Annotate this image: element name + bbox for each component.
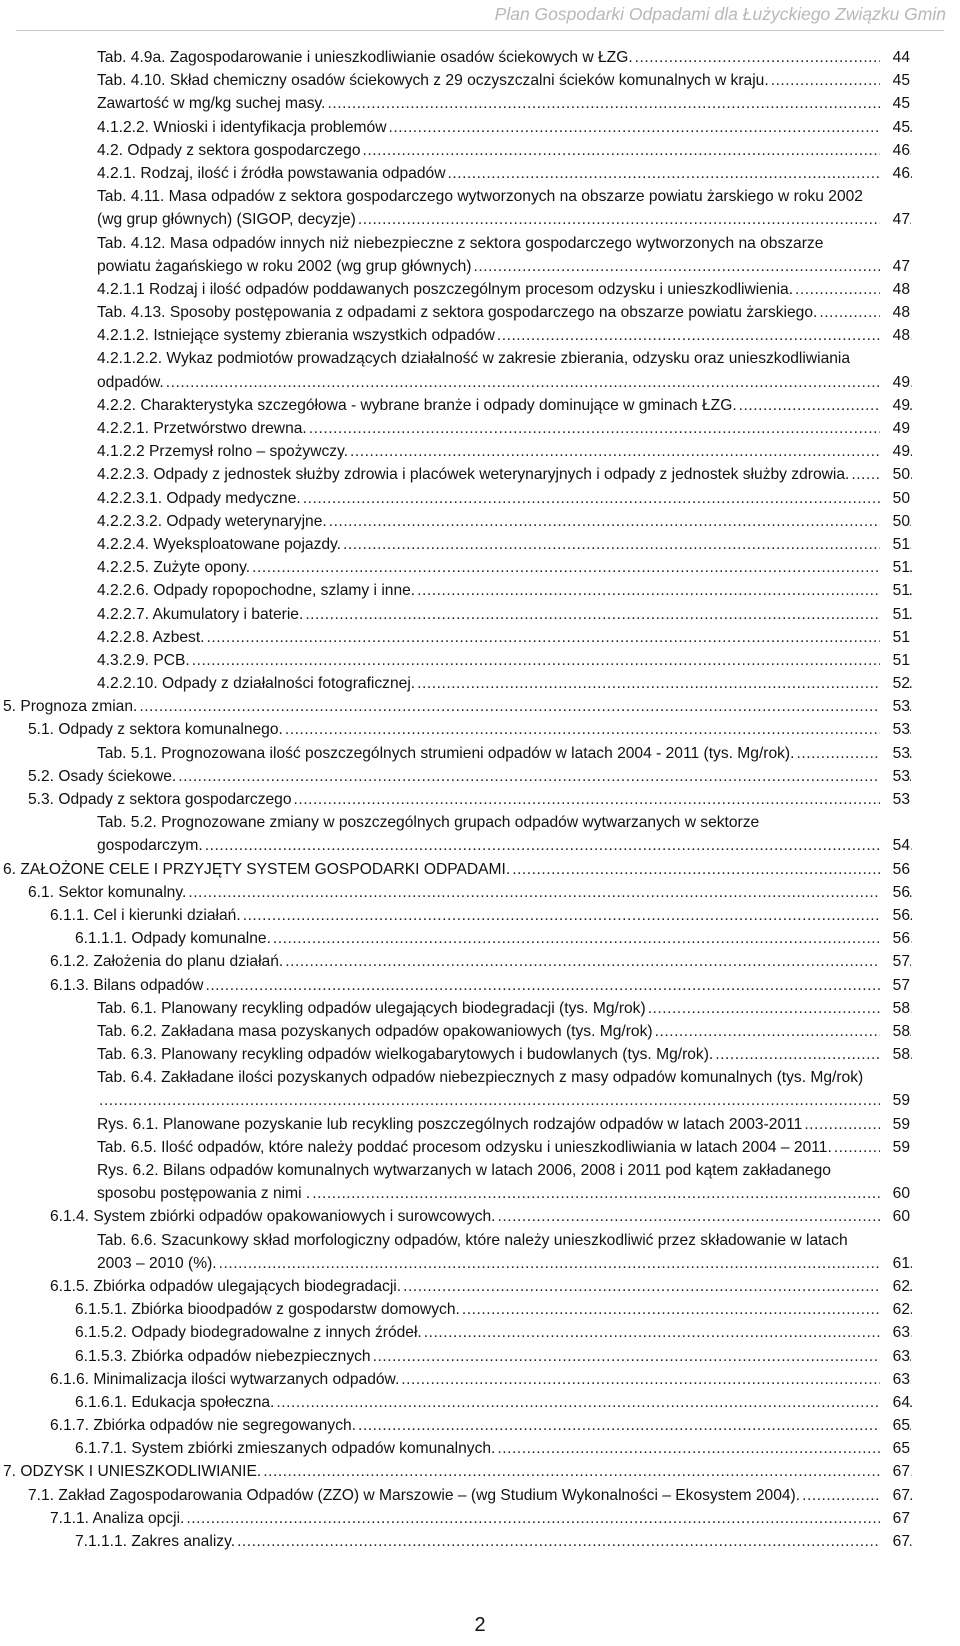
toc-entry-title: 6.1.6. Minimalizacja ilości wytwarzanych odpadów. — [50, 1370, 400, 1388]
toc-leader-dots — [166, 371, 912, 394]
toc-entry[interactable] — [0, 371, 960, 394]
toc-entry-page: 45 — [880, 92, 910, 115]
toc-entry-title: gospodarczym. — [97, 837, 203, 855]
toc-entry-page: 51 — [880, 533, 910, 556]
toc-entry-page: 49 — [880, 371, 910, 394]
toc-entry-page: 67 — [880, 1484, 910, 1507]
toc-entry-page: 53 — [880, 788, 910, 811]
toc-entry[interactable] — [0, 533, 960, 556]
toc-entry[interactable] — [0, 510, 960, 533]
toc-leader-dots — [273, 927, 912, 950]
toc-entry-page: 56 — [880, 858, 910, 881]
toc-entry-title: powiatu żagańskiego w roku 2002 (wg grup głównych) — [97, 257, 472, 275]
toc-entry[interactable] — [0, 1205, 960, 1228]
toc-entry-page: 63 — [880, 1368, 910, 1391]
toc-entry-page: 59 — [880, 1089, 910, 1112]
toc-entry-page: 51 — [880, 649, 910, 672]
toc-entry[interactable] — [0, 324, 960, 347]
toc-leader-dots — [328, 92, 913, 115]
toc-entry[interactable] — [0, 1391, 960, 1414]
toc-entry-page: 58 — [880, 997, 910, 1020]
table-of-contents — [0, 46, 960, 1553]
toc-leader-dots — [205, 834, 912, 857]
toc-entry-page: 58 — [880, 1020, 910, 1043]
toc-entry[interactable] — [0, 927, 960, 950]
toc-entry-title: 5.3. Odpady z sektora gospodarczego — [28, 791, 292, 808]
toc-entry[interactable] — [0, 232, 960, 255]
toc-leader-dots — [498, 1205, 912, 1228]
toc-entry-title: Zawartość w mg/kg suchej masy. — [97, 95, 326, 113]
toc-entry[interactable] — [0, 858, 960, 881]
toc-entry-page: 51 — [880, 603, 910, 626]
toc-entry[interactable] — [0, 1484, 960, 1507]
toc-entry[interactable] — [0, 463, 960, 486]
toc-entry-page: 57 — [880, 950, 910, 973]
toc-entry-title: Tab. 5.1. Prognozowana ilość poszczególnych strumieni odpadów w latach 2004 - 2011 (tys. Mg/rok). — [97, 744, 795, 762]
toc-entry-page: 52 — [880, 672, 910, 695]
toc-entry-title: Tab. 4.12. Masa odpadów innych niż niebezpieczne z sektora gospodarczego wytworzonych na obszarze — [97, 234, 824, 252]
toc-entry[interactable] — [0, 881, 960, 904]
toc-entry-title: Tab. 5.2. Prognozowane zmiany w poszczególnych grupach odpadów wytwarzanych w sektorze — [97, 814, 760, 832]
toc-leader-dots — [497, 324, 912, 347]
toc-leader-dots — [285, 718, 912, 741]
toc-entry-title: Tab. 6.2. Zakładana masa pozyskanych odpadów opakowaniowych (tys. Mg/rok) — [97, 1022, 653, 1040]
toc-entry-title: 5.1. Odpady z sektora komunalnego. — [28, 721, 283, 739]
toc-entry[interactable] — [0, 788, 960, 811]
toc-entry[interactable] — [0, 626, 960, 649]
toc-leader-dots — [243, 904, 912, 927]
toc-entry-title: 4.2.2.6. Odpady ropopochodne, szlamy i inne. — [97, 582, 416, 600]
toc-entry[interactable] — [0, 1066, 960, 1089]
toc-entry-page: 50 — [880, 487, 910, 510]
toc-leader-dots — [424, 1321, 912, 1344]
toc-entry-title: 6.1.7.1. System zbiórki zmieszanych odpadów komunalnych. — [75, 1440, 496, 1458]
page-number: 2 — [474, 1614, 486, 1636]
toc-leader-dots — [417, 672, 912, 695]
toc-leader-dots — [303, 487, 912, 510]
toc-entry-page: 53 — [880, 765, 910, 788]
toc-entry-page: 48 — [880, 301, 910, 324]
toc-entry[interactable] — [0, 997, 960, 1020]
toc-entry-page: 62 — [880, 1275, 910, 1298]
toc-entry-page: 50 — [880, 510, 910, 533]
toc-entry[interactable] — [0, 649, 960, 672]
toc-entry[interactable] — [0, 1252, 960, 1275]
toc-entry[interactable] — [0, 950, 960, 973]
toc-entry-page: 67 — [880, 1530, 910, 1553]
toc-entry[interactable] — [0, 116, 960, 139]
toc-leader-dots — [401, 1368, 912, 1391]
toc-entry[interactable] — [0, 695, 960, 718]
toc-entry-page: 67 — [880, 1460, 910, 1483]
toc-entry-page: 65 — [880, 1414, 910, 1437]
toc-entry-title: 6.1.7. Zbiórka odpadów nie segregowanych. — [50, 1417, 357, 1435]
toc-entry-title: 7. ODZYSK I UNIESZKODLIWIANIE. — [3, 1463, 262, 1481]
running-header: Plan Gospodarki Odpadami dla Łużyckiego Związku Gmin — [494, 4, 946, 24]
toc-leader-dots — [358, 208, 912, 231]
toc-entry[interactable] — [0, 1159, 960, 1182]
toc-leader-dots — [462, 1298, 912, 1321]
toc-leader-dots — [447, 162, 912, 185]
toc-leader-dots — [99, 1089, 912, 1112]
toc-entry-title: 6.1.4. System zbiórki odpadów opakowaniowych i surowcowych. — [50, 1208, 496, 1226]
toc-entry-title: 4.2.1.2. Istniejące systemy zbierania wszystkich odpadów — [97, 327, 495, 345]
toc-leader-dots — [358, 1414, 912, 1437]
toc-entry-title: 6.1.6.1. Edukacja społeczna. — [75, 1393, 275, 1411]
toc-leader-dots — [285, 950, 912, 973]
toc-leader-dots — [417, 579, 912, 602]
toc-entry-title: 5. Prognoza zmian. — [3, 698, 138, 716]
toc-leader-dots — [373, 1345, 912, 1368]
toc-entry-page: 62 — [880, 1298, 910, 1321]
toc-entry[interactable] — [0, 742, 960, 765]
toc-entry-page: 63 — [880, 1321, 910, 1344]
toc-entry-page: 64 — [880, 1391, 910, 1414]
toc-entry-page: 56 — [880, 927, 910, 950]
toc-entry-page: 45 — [880, 116, 910, 139]
toc-entry-page: 50 — [880, 463, 910, 486]
toc-entry-title: Tab. 4.9a. Zagospodarowanie i unieszkodliwianie osadów ściekowych w ŁZG. — [97, 49, 633, 66]
toc-entry-title: sposobu postępowania z nimi . — [97, 1185, 311, 1203]
toc-entry-title: 4.2.1. Rodzaj, ilość i źródła powstawania odpadów — [97, 164, 446, 182]
toc-entry-page: 65 — [880, 1437, 910, 1460]
toc-leader-dots — [473, 255, 912, 278]
toc-entry-page: 48 — [880, 324, 910, 347]
toc-entry-title: 4.2.2.4. Wyeksploatowane pojazdy. — [97, 535, 342, 553]
toc-entry-page: 59 — [880, 1113, 910, 1136]
toc-entry-title: 4.2.2.3.1. Odpady medyczne. — [97, 489, 301, 507]
toc-leader-dots — [294, 788, 912, 811]
toc-entry-title: (wg grup głównych) (SIGOP, decyzje) — [97, 211, 356, 229]
toc-entry-title: 5.2. Osady ściekowe. — [28, 767, 177, 785]
toc-entry[interactable] — [0, 1020, 960, 1043]
toc-entry[interactable] — [0, 46, 960, 69]
toc-entry-title: 4.1.2.2 Przemysł rolno – spożywczy. — [97, 443, 349, 461]
toc-entry[interactable] — [0, 185, 960, 208]
toc-entry[interactable] — [0, 394, 960, 417]
toc-leader-dots — [343, 533, 912, 556]
toc-entry-page: 47 — [880, 208, 910, 231]
toc-entry-page: 60 — [880, 1205, 910, 1228]
toc-entry-title: 4.2.2.10. Odpady z działalności fotograficznej. — [97, 675, 416, 693]
toc-entry[interactable] — [0, 579, 960, 602]
toc-entry-title: 6.1.2. Założenia do planu działań. — [50, 953, 284, 971]
toc-leader-dots — [219, 1252, 912, 1275]
toc-leader-dots — [350, 440, 912, 463]
toc-entry-title: Tab. 4.11. Masa odpadów z sektora gospodarczego wytworzonych na obszarze powiatu żarskiego w roku 2002 — [97, 188, 863, 206]
toc-leader-dots — [403, 1275, 912, 1298]
toc-entry[interactable] — [0, 440, 960, 463]
toc-entry[interactable] — [0, 765, 960, 788]
toc-leader-dots — [192, 649, 912, 672]
toc-leader-dots — [263, 1460, 912, 1483]
toc-leader-dots — [329, 510, 912, 533]
toc-entry-page: 67 — [880, 1507, 910, 1530]
toc-leader-dots — [388, 116, 912, 139]
toc-entry-page: 46 — [880, 162, 910, 185]
toc-entry[interactable] — [0, 69, 960, 92]
toc-entry[interactable] — [0, 1089, 960, 1112]
toc-entry-title: 4.2.2.7. Akumulatory i baterie. — [97, 605, 304, 623]
toc-leader-dots — [252, 556, 912, 579]
header-rule — [16, 30, 944, 31]
toc-entry[interactable] — [0, 718, 960, 741]
toc-entry-page: 56 — [880, 904, 910, 927]
toc-entry[interactable] — [0, 1530, 960, 1553]
toc-entry[interactable] — [0, 347, 960, 370]
toc-entry-page: 57 — [880, 974, 910, 997]
toc-entry-title: 6.1.5.1. Zbiórka bioodpadów z gospodarstw domowych. — [75, 1301, 460, 1319]
toc-entry-title: 6.1.1.1. Odpady komunalne. — [75, 930, 271, 948]
toc-entry[interactable] — [0, 1043, 960, 1066]
toc-entry[interactable] — [0, 1437, 960, 1460]
toc-entry[interactable] — [0, 1345, 960, 1368]
toc-leader-dots — [186, 1507, 912, 1530]
toc-entry[interactable] — [0, 603, 960, 626]
toc-entry[interactable] — [0, 904, 960, 927]
toc-entry[interactable] — [0, 1136, 960, 1159]
toc-entry-title: 4.2.2.3. Odpady z jednostek służby zdrowia i placówek weterynaryjnych i odpady z jednostek służby zdrowia. — [97, 466, 850, 484]
toc-entry[interactable] — [0, 1414, 960, 1437]
toc-entry-title: Rys. 6.1. Planowane pozyskanie lub recykling poszczególnych rodzajów odpadów w latach 2003-2011 — [97, 1115, 803, 1133]
toc-entry-page: 61 — [880, 1252, 910, 1275]
toc-entry-page: 53 — [880, 718, 910, 741]
toc-leader-dots — [635, 46, 912, 69]
toc-entry[interactable] — [0, 417, 960, 440]
toc-entry[interactable] — [0, 487, 960, 510]
toc-leader-dots — [655, 1020, 912, 1043]
toc-entry[interactable] — [0, 301, 960, 324]
toc-entry-page: 48 — [880, 278, 910, 301]
toc-entry[interactable] — [0, 556, 960, 579]
toc-entry-title: Tab. 4.10. Skład chemiczny osadów ściekowych z 29 oczyszczalni ścieków komunalnych w kraju. — [97, 72, 769, 90]
toc-entry-title: 6.1.5.2. Odpady biodegradowalne z innych źródeł. — [75, 1324, 422, 1342]
toc-entry-page: 51 — [880, 626, 910, 649]
toc-entry-page: 51 — [880, 579, 910, 602]
toc-entry[interactable] — [0, 1298, 960, 1321]
toc-leader-dots — [497, 1437, 912, 1460]
toc-leader-dots — [207, 626, 913, 649]
toc-entry-title: 4.2.2.5. Zużyte opony. — [97, 559, 251, 577]
toc-leader-dots — [139, 695, 912, 718]
toc-entry-title: 4.2.2.1. Przetwórstwo drewna. — [97, 420, 307, 437]
toc-entry[interactable] — [0, 208, 960, 231]
toc-entry-page: 56 — [880, 881, 910, 904]
toc-entry-title: 6.1.5.3. Zbiórka odpadów niebezpiecznych — [75, 1347, 371, 1365]
toc-entry-page: 49 — [880, 417, 910, 440]
toc-leader-dots — [309, 417, 912, 440]
toc-entry-title: Rys. 6.2. Bilans odpadów komunalnych wytwarzanych w latach 2006, 2008 i 2011 pod kątem zakładanego — [97, 1162, 831, 1179]
toc-entry-page: 49 — [880, 394, 910, 417]
toc-entry-title: 6.1.1. Cel i kierunki działań. — [50, 906, 241, 924]
toc-entry-page: 44 — [880, 46, 910, 69]
toc-entry-title: Tab. 4.13. Sposoby postępowania z odpadami z sektora gospodarczego na obszarze powiatu żarskiego. — [97, 304, 818, 322]
toc-entry-title: 4.3.2.9. PCB. — [97, 651, 190, 669]
toc-entry[interactable] — [0, 672, 960, 695]
toc-leader-dots — [512, 858, 912, 881]
toc-entry-title: Tab. 6.3. Planowany recykling odpadów wielkogabarytowych i budowlanych (tys. Mg/rok). — [97, 1046, 714, 1064]
toc-entry-title: Tab. 6.1. Planowany recykling odpadów ulegających biodegradacji (tys. Mg/rok) — [97, 999, 646, 1017]
toc-entry-title: 6. ZAŁOŻONE CELE I PRZYJĘTY SYSTEM GOSPODARKI ODPADAMI. — [3, 860, 511, 878]
toc-entry-title: 7.1.1. Analiza opcji. — [50, 1509, 185, 1527]
toc-entry[interactable] — [0, 1275, 960, 1298]
toc-entry-page: 63 — [880, 1345, 910, 1368]
toc-leader-dots — [363, 139, 912, 162]
toc-leader-dots — [305, 603, 912, 626]
toc-entry-title: 6.1.5. Zbiórka odpadów ulegających biodegradacji. — [50, 1277, 402, 1295]
toc-entry-page: 59 — [880, 1136, 910, 1159]
toc-entry[interactable] — [0, 278, 960, 301]
toc-entry-title: 7.1.1.1. Zakres analizy. — [75, 1533, 236, 1550]
toc-entry-page: 49 — [880, 440, 910, 463]
toc-entry[interactable] — [0, 92, 960, 115]
toc-entry-title: 6.1. Sektor komunalny. — [28, 883, 187, 901]
toc-entry-title: Tab. 6.6. Szacunkowy skład morfologiczny odpadów, które należy unieszkodliwić przez składowanie w latach — [97, 1231, 848, 1249]
toc-entry[interactable] — [0, 811, 960, 834]
toc-entry[interactable] — [0, 1229, 960, 1252]
toc-leader-dots — [276, 1391, 912, 1414]
toc-entry-page: 53 — [880, 742, 910, 765]
toc-entry[interactable] — [0, 834, 960, 857]
toc-entry[interactable] — [0, 974, 960, 997]
toc-entry[interactable] — [0, 1113, 960, 1136]
toc-entry[interactable] — [0, 1182, 960, 1205]
toc-leader-dots — [237, 1530, 912, 1553]
toc-entry-page: 46 — [880, 139, 910, 162]
toc-entry-title: 4.1.2.2. Wnioski i identyfikacja problemów — [97, 118, 387, 136]
toc-entry-title: Tab. 6.4. Zakładane ilości pozyskanych odpadów niebezpiecznych z masy odpadów komunalnych (tys. Mg/rok) — [97, 1069, 864, 1087]
toc-entry-page: 51 — [880, 556, 910, 579]
toc-entry[interactable] — [0, 1321, 960, 1344]
toc-entry-title: 4.2.2.8. Azbest. — [97, 628, 205, 646]
toc-entry-page: 53 — [880, 695, 910, 718]
toc-entry-title: 6.1.3. Bilans odpadów — [50, 976, 204, 994]
toc-leader-dots — [205, 974, 912, 997]
toc-entry-page: 54 — [880, 834, 910, 857]
toc-leader-dots — [648, 997, 912, 1020]
toc-entry-page: 45 — [880, 69, 910, 92]
toc-entry-title: 4.2.2. Charakterystyka szczegółowa - wybrane branże i odpady dominujące w gminach ŁZG. — [97, 396, 737, 414]
toc-entry[interactable] — [0, 1368, 960, 1391]
toc-entry-title: Tab. 6.5. Ilość odpadów, które należy poddać procesom odzysku i unieszkodliwiania w latach 2004 – 2011. — [97, 1138, 832, 1156]
toc-leader-dots — [312, 1182, 912, 1205]
toc-entry-title: 4.2.1.2.2. Wykaz podmiotów prowadzących działalność w zakresie zbierania, odzysku oraz unieszkodliwiania — [97, 350, 851, 368]
toc-entry[interactable] — [0, 1507, 960, 1530]
toc-entry[interactable] — [0, 255, 960, 278]
toc-entry-page: 47 — [880, 255, 910, 278]
toc-entry-page: 58 — [880, 1043, 910, 1066]
toc-leader-dots — [188, 881, 912, 904]
toc-entry-title: 4.2.2.3.2. Odpady weterynaryjne. — [97, 512, 327, 530]
toc-entry-title: 4.2. Odpady z sektora gospodarczego — [97, 141, 361, 159]
toc-leader-dots — [178, 765, 912, 788]
toc-entry-title: 2003 – 2010 (%). — [97, 1254, 217, 1272]
toc-entry[interactable] — [0, 1460, 960, 1483]
toc-entry-title: odpadów. — [97, 373, 164, 391]
toc-entry-title: 4.2.1.1 Rodzaj i ilość odpadów poddawanych poszczególnym procesom odzysku i unieszkodliwienia. — [97, 280, 794, 298]
toc-entry[interactable] — [0, 162, 960, 185]
toc-entry[interactable] — [0, 139, 960, 162]
toc-entry-page: 60 — [880, 1182, 910, 1205]
toc-entry-title: 7.1. Zakład Zagospodarowania Odpadów (ZZO) w Marszowie – (wg Studium Wykonalności – Ekosystem 2004). — [28, 1486, 801, 1504]
